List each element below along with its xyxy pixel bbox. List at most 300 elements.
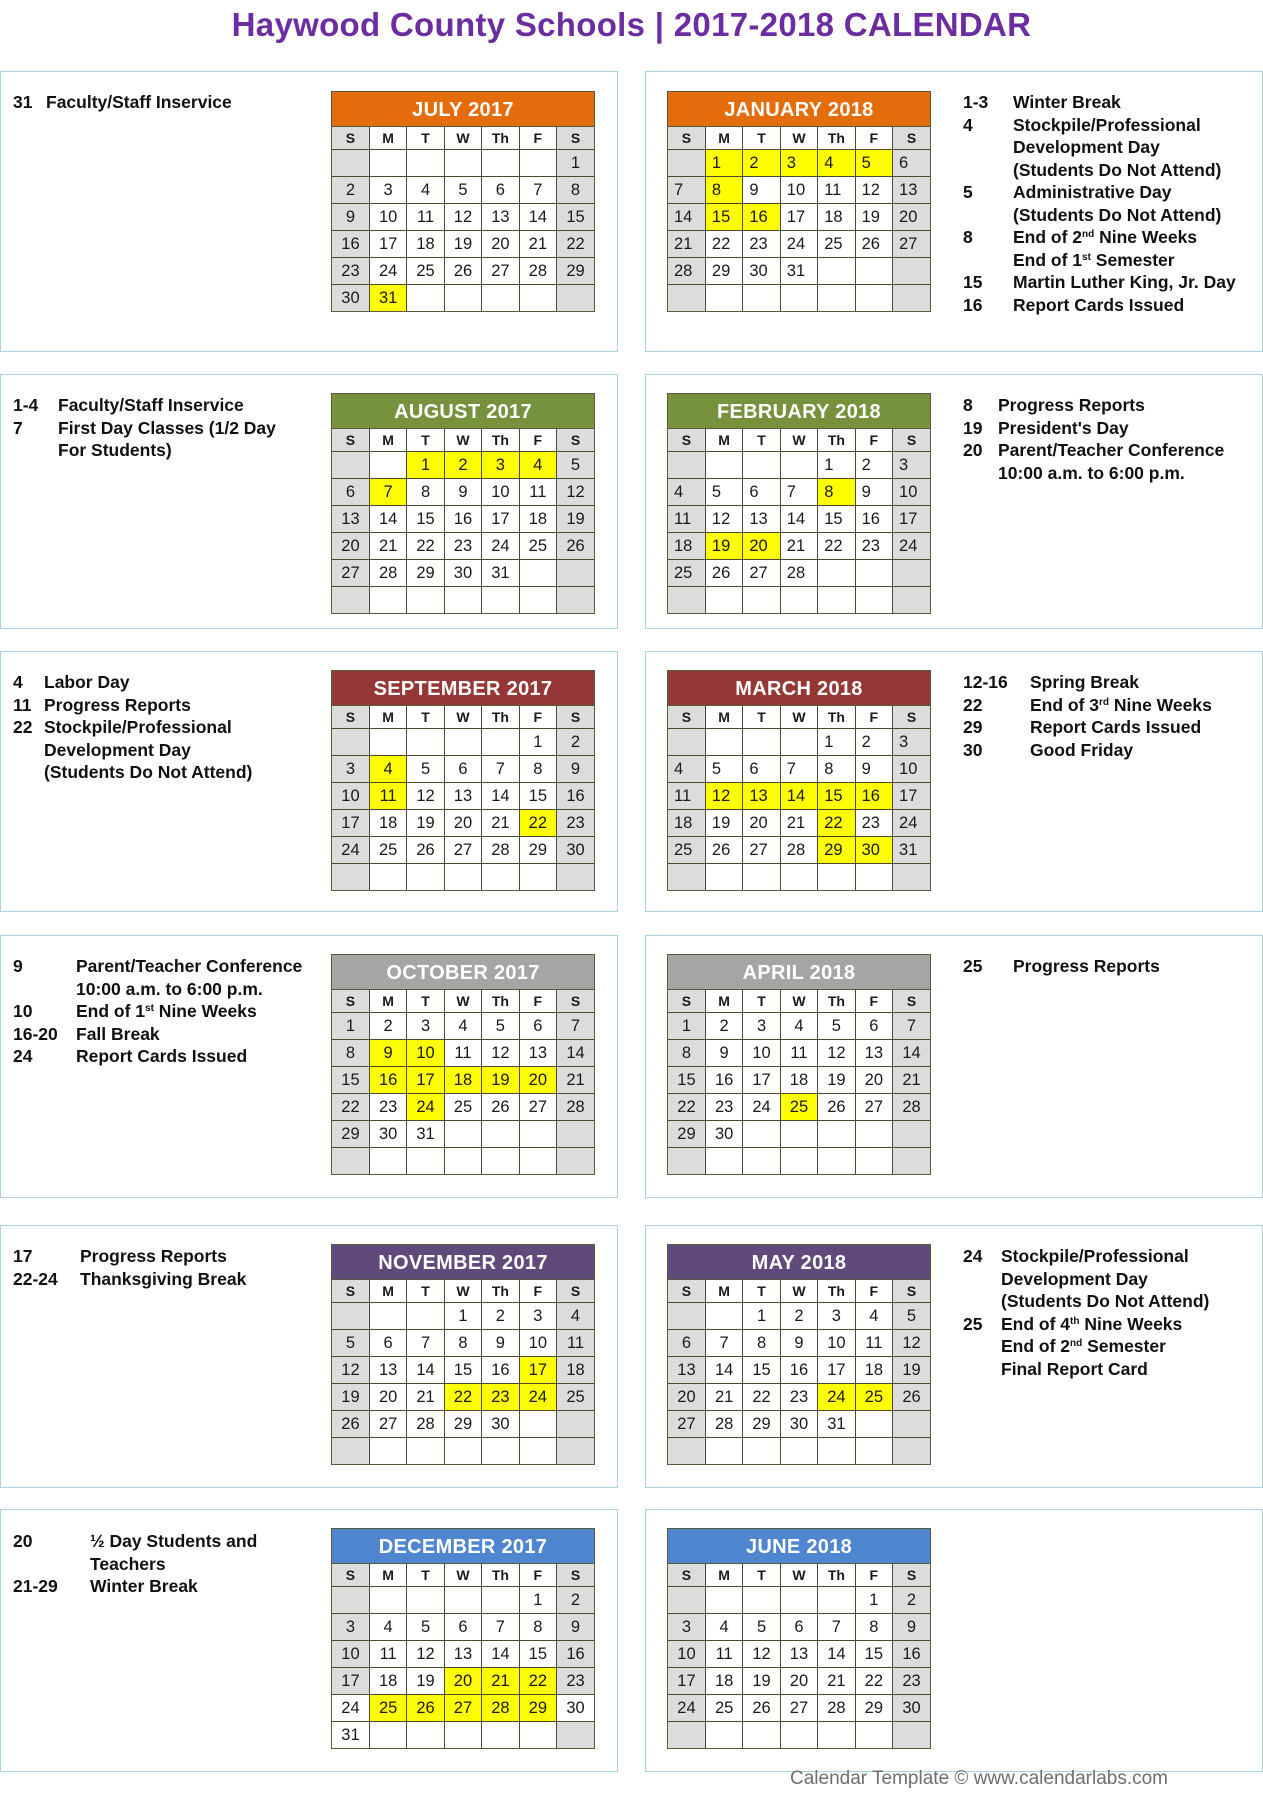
day-cell: 17 — [482, 506, 519, 533]
day-cell: 11 — [818, 177, 855, 204]
day-cell: 7 — [482, 756, 519, 783]
day-cell: 21 — [705, 1384, 742, 1411]
week-row — [332, 1614, 594, 1641]
empty-cell — [780, 1438, 817, 1465]
event-line: Development Day — [1013, 137, 1160, 157]
day-cell: 14 — [407, 1357, 444, 1384]
day-cell: 5 — [482, 1013, 519, 1040]
day-cell: 11 — [780, 1040, 817, 1067]
empty-cell — [818, 1148, 855, 1175]
empty-cell — [668, 1303, 705, 1330]
event-line: Teachers — [90, 1553, 166, 1574]
weekday-header: Th — [818, 990, 855, 1013]
day-cell: 16 — [482, 1357, 519, 1384]
day-cell: 11 — [557, 1330, 594, 1357]
notes-april-2018 — [963, 955, 1263, 978]
event-description — [58, 394, 313, 417]
weekday-header: S — [668, 429, 705, 452]
day-cell: 5 — [893, 1303, 930, 1330]
empty-cell — [668, 864, 705, 891]
weekday-header: S — [332, 1280, 369, 1303]
notes-february-2018 — [963, 394, 1263, 484]
day-cell: 13 — [668, 1357, 705, 1384]
event-line: Final Report Card — [1001, 1358, 1148, 1379]
event-date: 30 — [963, 739, 983, 760]
event-note — [13, 1000, 313, 1023]
day-cell: 30 — [332, 285, 369, 312]
day-cell: 12 — [332, 1357, 369, 1384]
day-cell: 17 — [332, 810, 369, 837]
empty-cell — [369, 1722, 406, 1749]
day-cell: 21 — [407, 1384, 444, 1411]
day-cell: 25 — [557, 1384, 594, 1411]
day-cell: 23 — [893, 1668, 930, 1695]
empty-cell — [780, 729, 817, 756]
day-cell: 26 — [705, 837, 742, 864]
event-note — [13, 1530, 313, 1575]
empty-cell — [705, 1587, 742, 1614]
day-cell: 19 — [444, 231, 481, 258]
empty-cell — [407, 587, 444, 614]
empty-cell — [482, 729, 519, 756]
empty-cell — [668, 150, 705, 177]
empty-cell — [332, 150, 369, 177]
event-date: 25 — [963, 956, 983, 976]
event-description — [44, 716, 313, 784]
event-date: 1-3 — [963, 92, 989, 112]
week-row — [668, 533, 930, 560]
month-title: MARCH 2018 — [668, 671, 930, 706]
day-cell: 18 — [444, 1067, 481, 1094]
event-date: 15 — [963, 272, 983, 292]
empty-cell — [780, 1148, 817, 1175]
empty-cell — [893, 258, 930, 285]
day-cell: 6 — [444, 1614, 481, 1641]
day-cell: 25 — [369, 837, 406, 864]
weekday-header: S — [893, 990, 930, 1013]
day-cell: 18 — [668, 810, 705, 837]
week-row — [332, 1695, 594, 1722]
week-row — [332, 1094, 594, 1121]
event-line: (Students Do Not Attend) — [1013, 159, 1222, 180]
day-cell: 29 — [855, 1695, 892, 1722]
event-line: Labor Day — [44, 672, 130, 692]
week-row — [332, 1303, 594, 1330]
event-description — [1030, 739, 1263, 762]
week-row — [668, 1121, 930, 1148]
empty-cell — [519, 560, 556, 587]
event-date: 10 — [13, 1001, 33, 1021]
day-cell: 15 — [818, 506, 855, 533]
day-cell: 28 — [407, 1411, 444, 1438]
month-grid — [668, 1280, 930, 1464]
empty-cell — [332, 1303, 369, 1330]
day-cell: 13 — [519, 1040, 556, 1067]
day-cell: 7 — [780, 479, 817, 506]
day-cell: 25 — [705, 1695, 742, 1722]
day-cell: 13 — [743, 506, 780, 533]
event-description — [1013, 271, 1263, 294]
day-cell: 11 — [855, 1330, 892, 1357]
day-cell: 24 — [893, 533, 930, 560]
day-cell: 30 — [893, 1695, 930, 1722]
weekday-header: M — [705, 706, 742, 729]
day-cell: 23 — [444, 533, 481, 560]
weekday-header: S — [557, 706, 594, 729]
day-cell: 6 — [855, 1013, 892, 1040]
calendar-may-2018 — [667, 1244, 931, 1465]
empty-cell — [705, 587, 742, 614]
day-cell: 4 — [818, 150, 855, 177]
month-title: JUNE 2018 — [668, 1529, 930, 1564]
day-cell: 24 — [332, 1695, 369, 1722]
day-cell: 21 — [369, 533, 406, 560]
day-cell: 27 — [893, 231, 930, 258]
event-date: 12-16 — [963, 672, 1008, 692]
event-date: 4 — [963, 114, 973, 135]
weekday-header: S — [893, 1280, 930, 1303]
day-cell: 17 — [668, 1668, 705, 1695]
month-title: FEBRUARY 2018 — [668, 394, 930, 429]
day-cell: 29 — [705, 258, 742, 285]
empty-cell — [705, 864, 742, 891]
day-cell: 31 — [332, 1722, 369, 1749]
notes-september-2017 — [13, 671, 313, 784]
weekday-header: T — [743, 990, 780, 1013]
day-cell: 6 — [332, 479, 369, 506]
empty-cell — [668, 729, 705, 756]
day-cell: 18 — [369, 1668, 406, 1695]
day-cell: 27 — [519, 1094, 556, 1121]
day-cell: 9 — [743, 177, 780, 204]
week-row — [668, 1411, 930, 1438]
day-cell: 25 — [369, 1695, 406, 1722]
empty-cell — [855, 1121, 892, 1148]
day-cell: 24 — [818, 1384, 855, 1411]
empty-cell — [519, 864, 556, 891]
event-note — [963, 417, 1263, 440]
week-row — [668, 452, 930, 479]
event-line: End of 1st Nine Weeks — [76, 1001, 257, 1021]
day-cell: 19 — [557, 506, 594, 533]
event-line: (Students Do Not Attend) — [1013, 204, 1222, 225]
day-cell: 8 — [557, 177, 594, 204]
weekday-header: F — [855, 706, 892, 729]
week-row — [668, 506, 930, 533]
day-cell: 19 — [743, 1668, 780, 1695]
week-row — [332, 1330, 594, 1357]
weekday-header: T — [743, 429, 780, 452]
weekday-header: W — [780, 1564, 817, 1587]
day-cell: 20 — [780, 1668, 817, 1695]
empty-cell — [444, 587, 481, 614]
weekday-header: Th — [818, 1280, 855, 1303]
weekday-header: Th — [482, 127, 519, 150]
weekday-header: F — [519, 429, 556, 452]
event-description — [998, 394, 1263, 417]
weekday-header: S — [893, 127, 930, 150]
day-cell: 9 — [482, 1330, 519, 1357]
weekday-header: T — [743, 127, 780, 150]
event-note — [13, 1575, 313, 1598]
weekday-header: S — [557, 429, 594, 452]
event-description — [1001, 1245, 1263, 1313]
day-cell: 30 — [444, 560, 481, 587]
week-row — [668, 150, 930, 177]
empty-cell — [743, 729, 780, 756]
week-row — [332, 452, 594, 479]
event-line: End of 3rd Nine Weeks — [1030, 694, 1212, 715]
notes-october-2017 — [13, 955, 313, 1068]
event-description — [1013, 226, 1263, 271]
day-cell: 5 — [705, 479, 742, 506]
empty-cell — [893, 1148, 930, 1175]
event-note — [963, 694, 1263, 717]
day-cell: 9 — [893, 1614, 930, 1641]
day-cell: 14 — [482, 783, 519, 810]
day-cell: 15 — [407, 506, 444, 533]
day-cell: 19 — [818, 1067, 855, 1094]
day-cell: 18 — [557, 1357, 594, 1384]
day-cell: 21 — [482, 810, 519, 837]
event-line: Progress Reports — [44, 694, 191, 715]
day-cell: 15 — [519, 783, 556, 810]
month-title: APRIL 2018 — [668, 955, 930, 990]
empty-cell — [557, 1411, 594, 1438]
week-row — [668, 1040, 930, 1067]
day-cell: 26 — [893, 1384, 930, 1411]
empty-cell — [519, 1438, 556, 1465]
empty-cell — [855, 1438, 892, 1465]
event-date: 16-20 — [13, 1023, 58, 1044]
day-cell: 23 — [855, 533, 892, 560]
weekday-header: F — [519, 990, 556, 1013]
empty-cell — [444, 1722, 481, 1749]
weekday-header: F — [855, 1280, 892, 1303]
empty-cell — [444, 150, 481, 177]
event-line: End of 1st Semester — [1013, 249, 1175, 270]
empty-cell — [818, 1722, 855, 1749]
event-date: 31 — [13, 92, 33, 112]
empty-cell — [407, 1722, 444, 1749]
day-cell: 12 — [743, 1641, 780, 1668]
calendar-june-2018 — [667, 1528, 931, 1749]
day-cell: 13 — [893, 177, 930, 204]
day-cell: 10 — [780, 177, 817, 204]
day-cell: 24 — [519, 1384, 556, 1411]
day-cell: 30 — [780, 1411, 817, 1438]
empty-cell — [705, 452, 742, 479]
event-line: Faculty/Staff Inservice — [58, 395, 244, 415]
weekday-header: T — [407, 706, 444, 729]
day-cell: 27 — [444, 1695, 481, 1722]
weekday-header: S — [332, 127, 369, 150]
day-cell: 11 — [407, 204, 444, 231]
event-date: 24 — [13, 1046, 33, 1066]
week-row — [332, 285, 594, 312]
week-row — [668, 177, 930, 204]
day-cell: 12 — [705, 506, 742, 533]
day-cell: 4 — [780, 1013, 817, 1040]
weekday-header: W — [444, 429, 481, 452]
calendar-february-2018 — [667, 393, 931, 614]
day-cell: 14 — [780, 506, 817, 533]
day-cell: 15 — [705, 204, 742, 231]
day-cell: 17 — [407, 1067, 444, 1094]
day-cell: 2 — [444, 452, 481, 479]
event-note — [13, 1023, 313, 1046]
day-cell: 14 — [818, 1641, 855, 1668]
weekday-header: S — [557, 1564, 594, 1587]
calendar-december-2017 — [331, 1528, 595, 1749]
day-cell: 23 — [369, 1094, 406, 1121]
day-cell: 27 — [855, 1094, 892, 1121]
day-cell: 23 — [855, 810, 892, 837]
week-row — [668, 285, 930, 312]
day-cell: 31 — [369, 285, 406, 312]
day-cell: 3 — [332, 756, 369, 783]
event-line: End of 2nd Semester — [1001, 1336, 1166, 1356]
empty-cell — [444, 1148, 481, 1175]
day-cell: 2 — [893, 1587, 930, 1614]
day-cell: 16 — [705, 1067, 742, 1094]
event-line: Fall Break — [76, 1023, 160, 1044]
day-cell: 14 — [482, 1641, 519, 1668]
day-cell: 27 — [743, 560, 780, 587]
event-description — [1030, 694, 1263, 717]
day-cell: 8 — [407, 479, 444, 506]
weekday-header: Th — [818, 127, 855, 150]
day-cell: 14 — [780, 783, 817, 810]
day-cell: 13 — [369, 1357, 406, 1384]
day-cell: 7 — [482, 1614, 519, 1641]
empty-cell — [855, 864, 892, 891]
week-row — [332, 506, 594, 533]
day-cell: 6 — [668, 1330, 705, 1357]
event-note — [963, 271, 1263, 294]
empty-cell — [482, 1438, 519, 1465]
empty-cell — [705, 729, 742, 756]
day-cell: 10 — [407, 1040, 444, 1067]
day-cell: 13 — [855, 1040, 892, 1067]
event-description — [58, 417, 313, 462]
event-line: For Students) — [58, 440, 172, 460]
event-description — [80, 1245, 313, 1268]
day-cell: 10 — [369, 204, 406, 231]
event-line: End of 4th Nine Weeks — [1001, 1313, 1183, 1334]
week-row — [668, 204, 930, 231]
week-row — [668, 1330, 930, 1357]
weekday-header: F — [519, 706, 556, 729]
day-cell: 10 — [332, 1641, 369, 1668]
day-cell: 9 — [855, 479, 892, 506]
week-row — [668, 1148, 930, 1175]
event-date: 9 — [13, 956, 23, 976]
empty-cell — [482, 587, 519, 614]
month-grid — [668, 127, 930, 311]
empty-cell — [668, 1587, 705, 1614]
day-cell: 8 — [818, 756, 855, 783]
weekday-header: S — [557, 127, 594, 150]
day-cell: 24 — [369, 258, 406, 285]
day-cell: 15 — [557, 204, 594, 231]
day-cell: 4 — [557, 1303, 594, 1330]
day-cell: 17 — [893, 783, 930, 810]
event-description — [76, 1045, 313, 1068]
day-cell: 10 — [893, 479, 930, 506]
day-cell: 4 — [668, 756, 705, 783]
month-grid — [332, 429, 594, 613]
empty-cell — [369, 452, 406, 479]
empty-cell — [780, 587, 817, 614]
week-row — [668, 1438, 930, 1465]
event-description — [1030, 671, 1263, 694]
event-description — [44, 671, 313, 694]
footer-credit: Calendar Template © www.calendarlabs.com — [790, 1768, 1168, 1789]
event-line: 10:00 a.m. to 6:00 p.m. — [998, 462, 1185, 483]
event-date: 21-29 — [13, 1576, 58, 1596]
empty-cell — [369, 1438, 406, 1465]
month-grid — [332, 706, 594, 890]
day-cell: 27 — [668, 1411, 705, 1438]
week-row — [332, 1040, 594, 1067]
empty-cell — [668, 587, 705, 614]
day-cell: 28 — [818, 1695, 855, 1722]
day-cell: 26 — [855, 231, 892, 258]
event-description — [1013, 294, 1263, 317]
weekday-header: M — [369, 1280, 406, 1303]
empty-cell — [855, 1148, 892, 1175]
empty-cell — [818, 864, 855, 891]
day-cell: 10 — [743, 1040, 780, 1067]
day-cell: 1 — [818, 452, 855, 479]
day-cell: 26 — [407, 837, 444, 864]
event-note — [963, 739, 1263, 762]
week-row — [668, 1695, 930, 1722]
weekday-header: F — [855, 127, 892, 150]
day-cell: 18 — [705, 1668, 742, 1695]
empty-cell — [557, 1722, 594, 1749]
day-cell: 17 — [818, 1357, 855, 1384]
week-row — [332, 837, 594, 864]
weekday-header: M — [705, 1564, 742, 1587]
calendar-july-2017 — [331, 91, 595, 312]
day-cell: 30 — [743, 258, 780, 285]
day-cell: 20 — [743, 533, 780, 560]
day-cell: 12 — [444, 204, 481, 231]
event-line: (Students Do Not Attend) — [44, 762, 253, 782]
empty-cell — [519, 587, 556, 614]
weekday-header: T — [407, 1564, 444, 1587]
notes-december-2017 — [13, 1530, 313, 1598]
day-cell: 24 — [780, 231, 817, 258]
empty-cell — [482, 1587, 519, 1614]
day-cell: 17 — [743, 1067, 780, 1094]
day-cell: 25 — [780, 1094, 817, 1121]
empty-cell — [369, 1148, 406, 1175]
day-cell: 5 — [705, 756, 742, 783]
event-note — [963, 114, 1263, 182]
day-cell: 6 — [519, 1013, 556, 1040]
weekday-header: W — [444, 990, 481, 1013]
event-note — [13, 417, 313, 462]
day-cell: 27 — [369, 1411, 406, 1438]
event-description — [1001, 1313, 1263, 1381]
empty-cell — [557, 285, 594, 312]
day-cell: 20 — [444, 810, 481, 837]
day-cell: 11 — [705, 1641, 742, 1668]
month-title: NOVEMBER 2017 — [332, 1245, 594, 1280]
